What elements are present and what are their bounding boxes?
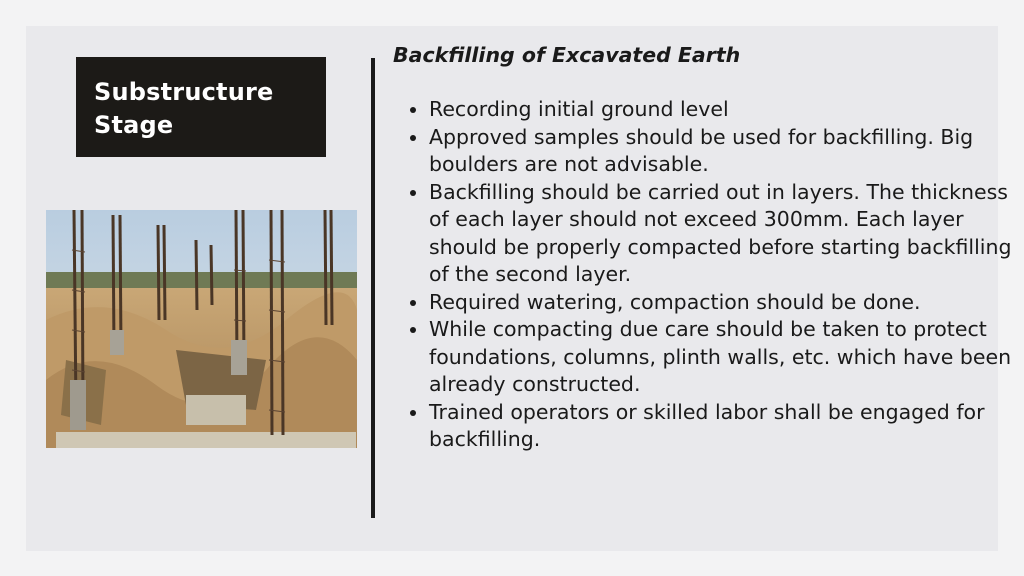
bullet-list bbox=[405, 96, 1019, 454]
construction-photo bbox=[46, 210, 357, 448]
bullet-item: • Required watering, compaction should be done. bbox=[429, 289, 1019, 317]
stage-title-box bbox=[76, 57, 326, 157]
section-heading: Backfilling of Excavated Earth bbox=[393, 43, 741, 67]
bullet-item: • Backfilling should be carried out in layers. The thickness of each layer should not exceed 300mm. Each layer should be properly compacted before starting backfilling of the second layer. bbox=[429, 179, 1019, 289]
bullet-item: • Approved samples should be used for backfilling. Big boulders are not advisable. bbox=[429, 124, 1019, 179]
vertical-divider bbox=[371, 58, 375, 518]
stage-title-line2: Stage bbox=[94, 111, 174, 139]
bullet-item: • Recording initial ground level bbox=[429, 96, 1019, 124]
bullet-item: • While compacting due care should be taken to protect foundations, columns, plinth walls, etc. which have been already constructed. bbox=[429, 316, 1019, 399]
bullet-item: • Trained operators or skilled labor shall be engaged for backfilling. bbox=[429, 399, 1019, 454]
stage-title-line1: Substructure bbox=[94, 78, 274, 106]
stage-title bbox=[94, 76, 312, 142]
